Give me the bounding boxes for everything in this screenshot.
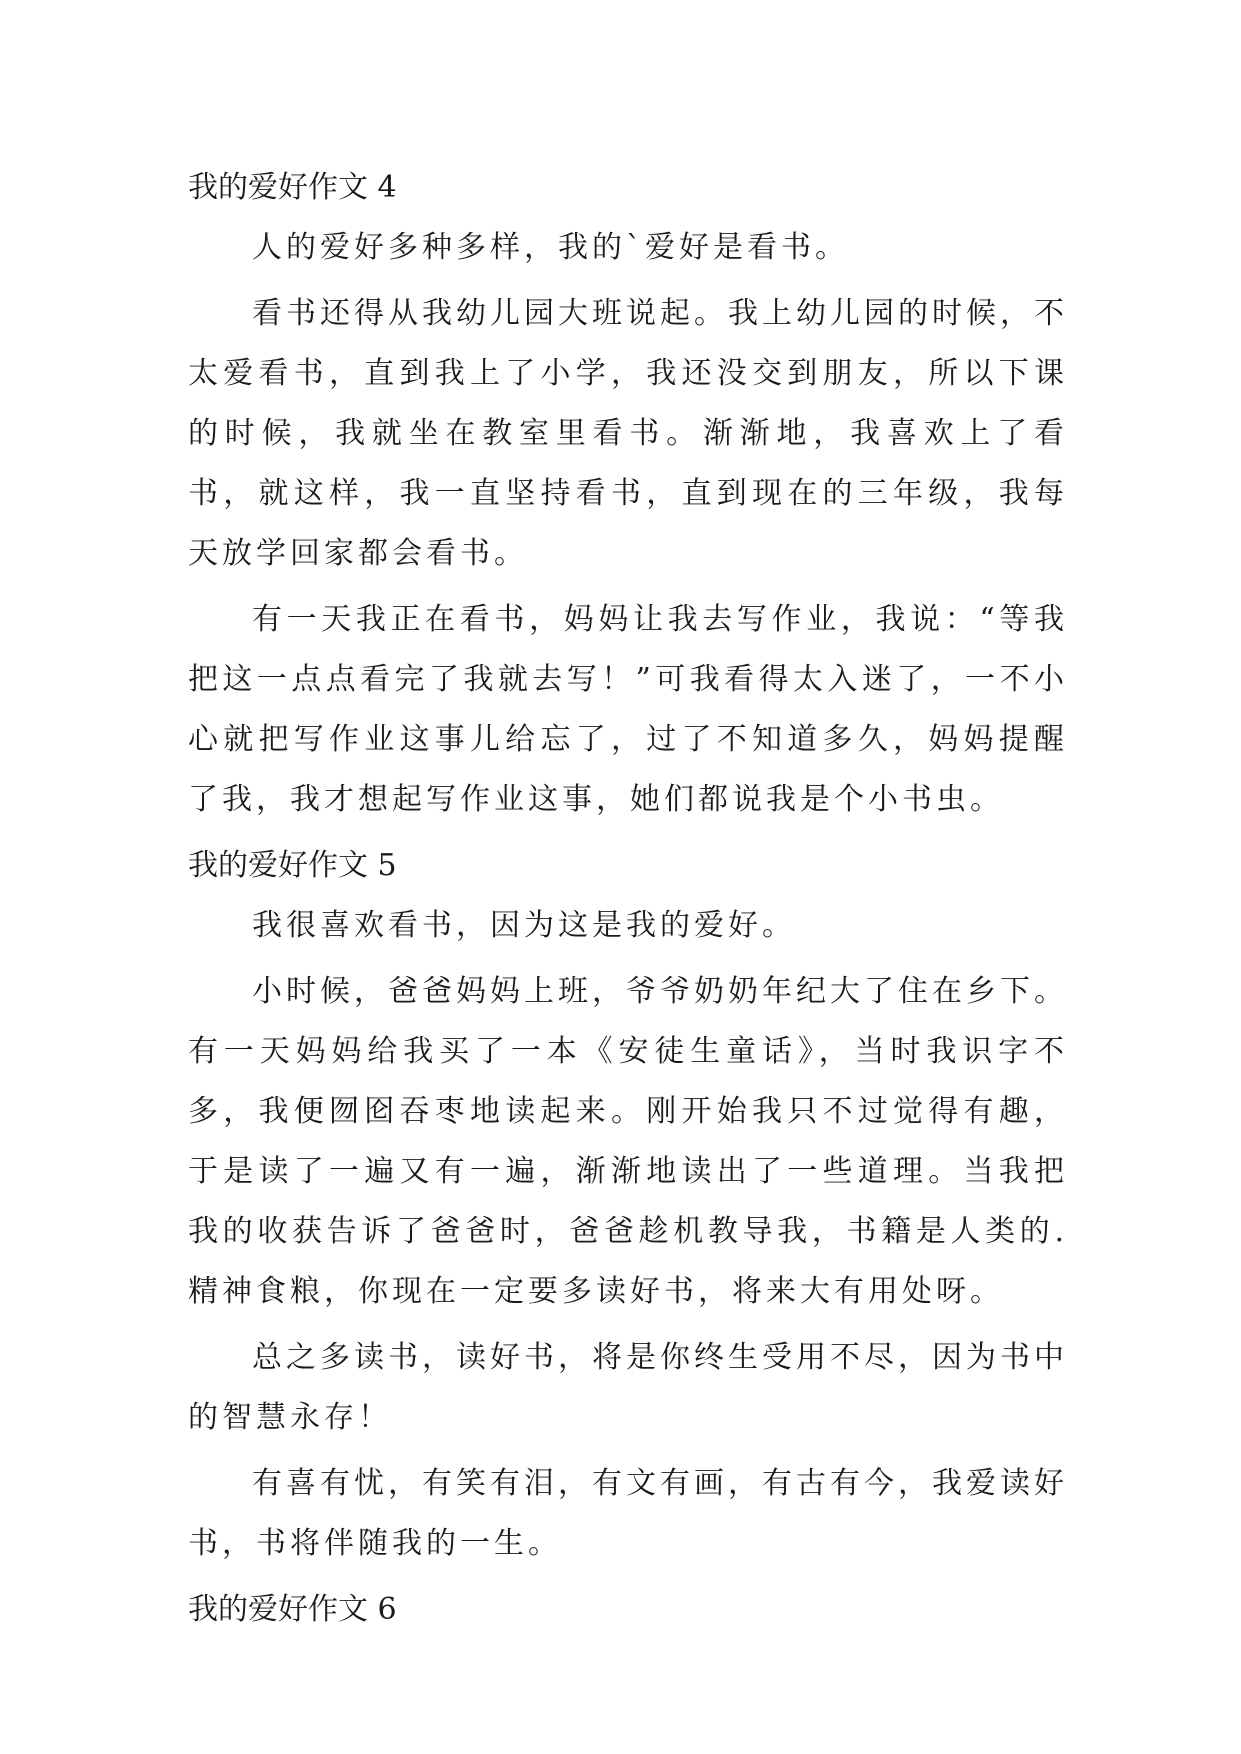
section-heading: 我的爱好作文 6 [188,1592,397,1627]
document-body [188,158,1068,1640]
section-heading: 我的爱好作文 5 [188,848,397,883]
paragraph: 我很喜欢看书，因为这是我的爱好。 [252,908,796,943]
paragraph: 有一天我正在看书，妈妈让我去写作业，我说：“等我把这一点点看完了我就去写！”可我看得太入迷了，一不小心就把写作业这事儿给忘了，过了不知道多久，妈妈提醒了我，我才想起写作业这事，她们都说我是个小书虫。 [188,602,1068,817]
essay-section-5 [188,836,1068,1574]
essay-section-6 [188,1580,1068,1640]
paragraph: 有喜有忧，有笑有泪，有文有画，有古有今，我爱读好书，书将伴随我的一生。 [188,1466,1068,1561]
section-heading: 我的爱好作文 4 [188,170,397,205]
essay-section-4 [188,158,1068,830]
paragraph: 看书还得从我幼儿园大班说起。我上幼儿园的时候，不太爱看书，直到我上了小学，我还没交到朋友，所以下课的时候，我就坐在教室里看书。渐渐地，我喜欢上了看书，就这样，我一直坚持看书，直到现在的三年级，我每天放学回家都会看书。 [188,296,1068,571]
paragraph: 人的爱好多种多样，我的`爱好是看书。 [252,230,849,265]
paragraph: 总之多读书，读好书，将是你终生受用不尽，因为书中的智慧永存！ [188,1340,1068,1435]
paragraph: 小时候，爸爸妈妈上班，爷爷奶奶年纪大了住在乡下。有一天妈妈给我买了一本《安徒生童话》，当时我识字不多，我便囫囵吞枣地读起来。刚开始我只不过觉得有趣，于是读了一遍又有一遍，渐渐地读出了一些道理。当我把我的收获告诉了爸爸时，爸爸趁机教导我，书籍是人类的.精神食粮，你现在一定要多读好书，将来大有用处呀。 [188,974,1068,1309]
